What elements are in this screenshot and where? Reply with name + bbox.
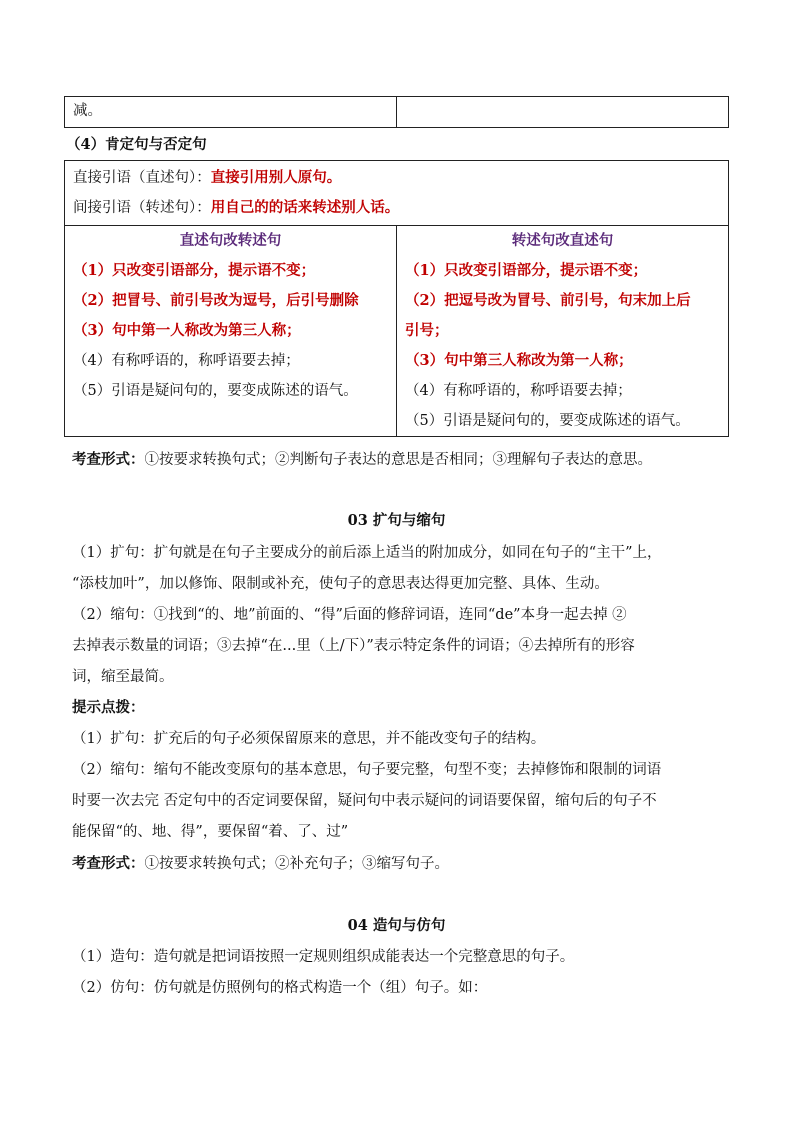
text-line: （2）缩句：缩句不能改变原句的基本意思，句子要完整，句型不变；去掉修饰和限制的词语 xyxy=(72,762,662,778)
text-line: （2）仿句：仿句就是仿照例句的格式构造一个（组）句子。如： xyxy=(72,980,488,996)
list-item: （1）只改变引语部分，提示语不变； xyxy=(73,262,316,279)
tips-label: 提示点拨： xyxy=(72,699,145,716)
list-item: （5）引语是疑问句的，要变成陈述的语气。 xyxy=(73,383,358,399)
text-line: 去掉表示数量的词语；③去掉“在...里（上/下）”表示特定条件的词语；④去掉所有的形容 xyxy=(72,638,635,654)
direct-quote-row: 直接引语（直述句）：直接引用别人原句。 xyxy=(73,169,342,186)
list-item: 引号； xyxy=(405,322,449,339)
exam-form-2: 考查形式：①按要求转换句式；②补充句子；③缩写句子。 xyxy=(72,855,449,872)
left-column xyxy=(65,226,397,437)
list-item: （2）把逗号改为冒号、前引号，句末加上后 xyxy=(405,292,691,309)
indirect-quote-row: 间接引语（转述句）：用自己的的话来转述别人话。 xyxy=(73,199,400,216)
top-table xyxy=(64,96,729,128)
text-line: 时要一次去完 否定句中的否定词要保留，疑问句中表示疑问的词语要保留，缩句后的句子不 xyxy=(72,793,657,809)
text-line: 能保留“的、地、得”，要保留“着、了、过” xyxy=(72,824,349,840)
text-line: （1）扩句：扩充后的句子必须保留原来的意思，并不能改变句子的结构。 xyxy=(72,731,546,747)
right-items xyxy=(405,256,720,436)
list-item: （1）只改变引语部分，提示语不变； xyxy=(405,262,648,279)
text-line: “添枝加叶”，加以修饰、限制或补充，使句子的意思表达得更加完整、具体、生动。 xyxy=(72,576,609,592)
section03-title: 03 扩句与缩句 xyxy=(347,512,446,529)
section4-title: （4）肯定句与否定句 xyxy=(66,136,207,153)
text-line: （1）扩句：扩句就是在句子主要成分的前后添上适当的附加成分，如同在句子的“主干”上， xyxy=(72,545,662,561)
text-line: 词，缩至最简。 xyxy=(72,669,174,685)
top-table-right-cell xyxy=(397,97,729,128)
left-items xyxy=(73,256,388,406)
text-line: （2）缩句：①找到“的、地”前面的、“得”后面的修辞词语，连同“de”本身一起去掉 ② xyxy=(72,607,627,623)
left-column-header: 直述句改转述句 xyxy=(179,232,282,249)
exam-form-1: 考查形式：①按要求转换句式；②判断句子表达的意思是否相同；③理解句子表达的意思。 xyxy=(72,451,652,468)
list-item: （3）句中第三人称改为第一人称； xyxy=(405,352,633,369)
list-item: （4）有称呼语的，称呼语要去掉； xyxy=(73,353,300,369)
list-item: （2）把冒号、前引号改为逗号，后引号删除 xyxy=(73,292,359,309)
list-item: （5）引语是疑问句的，要变成陈述的语气。 xyxy=(405,413,690,429)
text-line: （1）造句：造句就是把词语按照一定规则组织成能表达一个完整意思的句子。 xyxy=(72,949,575,965)
top-table-left-cell: 减。 xyxy=(65,97,397,128)
list-item: （4）有称呼语的，称呼语要去掉； xyxy=(405,383,632,399)
right-column-header: 转述句改直述句 xyxy=(511,232,614,249)
right-column xyxy=(397,226,729,437)
quote-table xyxy=(64,160,729,437)
list-item: （3）句中第一人称改为第三人称； xyxy=(73,322,301,339)
section04-title: 04 造句与仿句 xyxy=(347,917,446,934)
